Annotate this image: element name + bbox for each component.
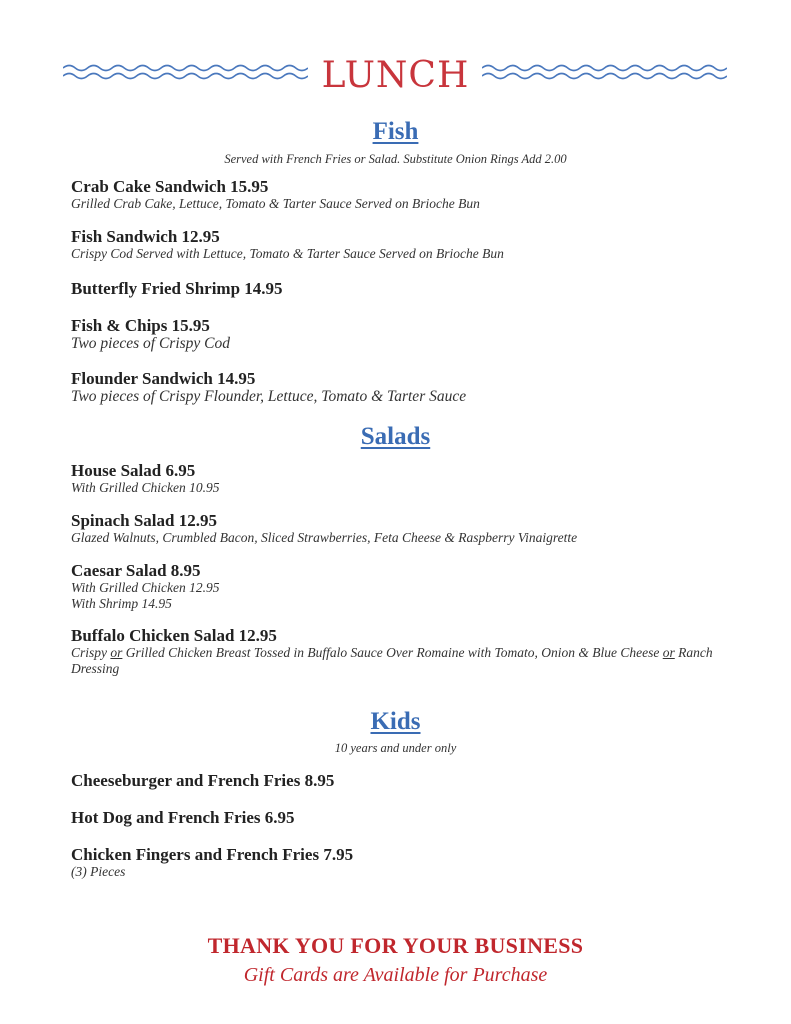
section-subtitle-fish: Served with French Fries or Salad. Substitute Onion Rings Add 2.00 <box>224 152 567 166</box>
menu-item <box>71 177 751 212</box>
item-description: (3) Pieces <box>71 864 126 879</box>
item-name: Buffalo Chicken Salad 12.95 <box>71 626 277 645</box>
item-name: Cheeseburger and French Fries 8.95 <box>71 771 335 790</box>
section-title-fish: Fish <box>372 118 419 145</box>
item-description: Grilled Crab Cake, Lettuce, Tomato & Tarter Sauce Served on Brioche Bun <box>71 196 480 211</box>
item-description: With Grilled Chicken 10.95 <box>71 480 220 495</box>
menu-item <box>71 845 751 880</box>
item-name: House Salad 6.95 <box>71 461 196 480</box>
item-name: Spinach Salad 12.95 <box>71 511 217 530</box>
item-name: Crab Cake Sandwich 15.95 <box>71 177 269 196</box>
desc-text: Ranch Dressing <box>71 645 713 676</box>
menu-item <box>71 626 751 677</box>
item-name: Butterfly Fried Shrimp 14.95 <box>71 279 283 298</box>
item-name: Fish Sandwich 12.95 <box>71 227 220 246</box>
menu-item <box>71 316 751 353</box>
menu-title: LUNCH <box>321 55 470 96</box>
thank-you-message: THANK YOU FOR YOUR BUSINESS <box>207 933 584 958</box>
item-description: Two pieces of Crispy Flounder, Lettuce, Tomato & Tarter Sauce <box>71 388 467 405</box>
desc-text: Grilled Chicken Breast Tossed in Buffalo Sauce Over Romaine with Tomato, Onion & Blue Cheese <box>122 645 663 660</box>
desc-text: Crispy <box>71 645 111 660</box>
menu-item <box>71 461 751 496</box>
item-description: With Grilled Chicken 12.95 <box>71 580 220 595</box>
item-description <box>71 645 751 677</box>
menu-item <box>71 561 751 612</box>
menu-item <box>71 279 751 298</box>
item-name: Fish & Chips 15.95 <box>71 316 210 335</box>
item-description: Glazed Walnuts, Crumbled Bacon, Sliced Strawberries, Feta Cheese & Raspberry Vinaigrette <box>71 530 578 545</box>
wave-decoration-right-icon <box>482 63 727 83</box>
desc-emphasis: or <box>662 645 675 660</box>
gift-cards-note: Gift Cards are Available for Purchase <box>243 964 548 986</box>
menu-item <box>71 808 751 827</box>
menu-item <box>71 369 751 406</box>
item-name: Chicken Fingers and French Fries 7.95 <box>71 845 354 864</box>
item-description: Two pieces of Crispy Cod <box>71 335 231 352</box>
section-subtitle-kids: 10 years and under only <box>334 741 457 755</box>
item-description: Crispy Cod Served with Lettuce, Tomato & Tarter Sauce Served on Brioche Bun <box>71 246 504 261</box>
desc-emphasis: or <box>110 645 123 660</box>
item-name: Hot Dog and French Fries 6.95 <box>71 808 295 827</box>
section-title-kids: Kids <box>370 708 421 735</box>
item-name: Caesar Salad 8.95 <box>71 561 201 580</box>
menu-header <box>0 50 791 100</box>
menu-item <box>71 227 751 262</box>
menu-item <box>71 511 751 546</box>
item-name: Flounder Sandwich 14.95 <box>71 369 256 388</box>
section-title-salads: Salads <box>360 423 431 450</box>
menu-item <box>71 771 751 790</box>
item-description-2: With Shrimp 14.95 <box>71 596 172 611</box>
